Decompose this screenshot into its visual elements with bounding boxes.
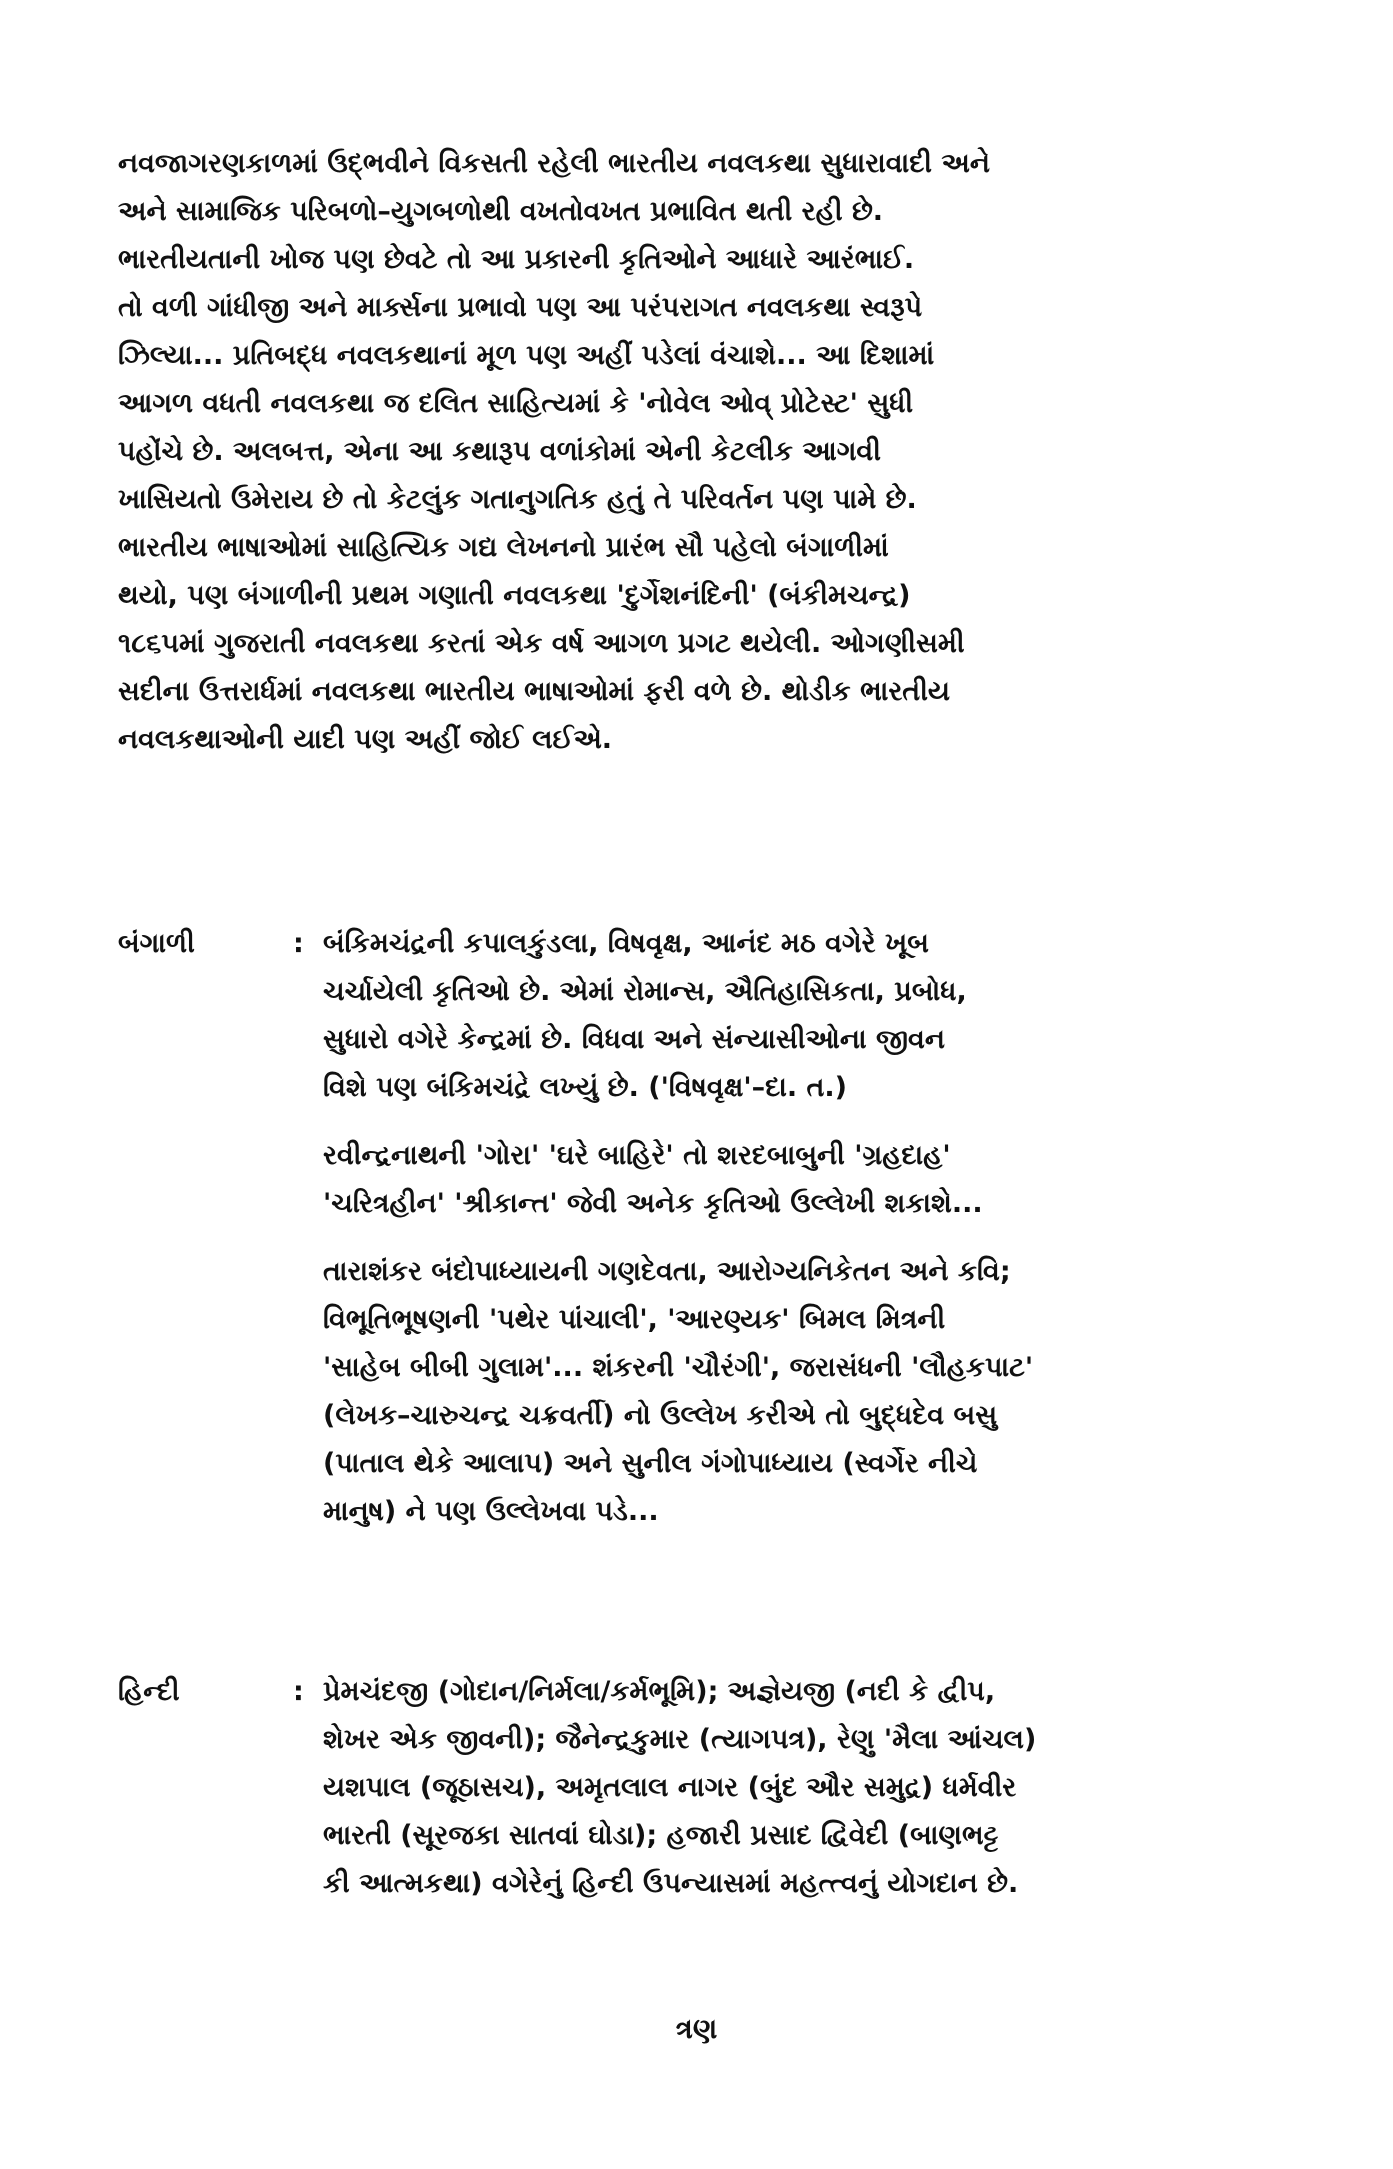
text-line: ૧૮૬૫માં ગુજરાતી નવલકથા કરતાં એક વર્ષ આગળ પ્રગટ થયેલી. ઓગણીસમી <box>118 628 965 659</box>
text-line: આગળ વધતી નવલકથા જ દલિત સાહિત્યમાં કે 'નોવેલ ઓવ્ પ્રોટેસ્ટ' સુધી <box>118 388 914 419</box>
text-line: (લેખક–ચારુચન્દ્ર ચક્રવર્તી) નો ઉલ્લેખ કરીએ તો બુદ્ધદેવ બસુ <box>323 1400 998 1431</box>
text-line: અને સામાજિક પરિબળો–યુગબળોથી વખતોવખત પ્રભાવિત થતી રહી છે. <box>118 196 884 227</box>
section-body <box>323 1668 1298 1716</box>
text-line: 'સાહેબ બીબી ગુલામ'... શંકરની 'ચૌરંગી', જરાસંધની 'લૌહકપાટ' <box>323 1352 1034 1383</box>
text-line: રવીન્દ્રનાથની 'ગોરા' 'ઘરે બાહિરે' તો શરદબાબુની 'ગ્રહદાહ' <box>323 1140 951 1171</box>
label-colon: : <box>293 928 304 959</box>
text-line: કી આત્મકથા) વગેરેનું હિન્દી ઉપન્યાસમાં મહત્ત્વનું યોગદાન છે. <box>323 1868 1019 1899</box>
text-line: ભારતીયતાની ખોજ પણ છેવટે તો આ પ્રકારની કૃતિઓને આધારે આરંભાઈ. <box>118 244 915 275</box>
paragraph <box>323 920 1298 1112</box>
text-line: શેખર એક જીવની); જૈનેન્દ્રકુમાર (ત્યાગપત્ર), રેણુ 'મૈલા આંચલ) <box>323 1724 1037 1755</box>
text-line: માનુષ) ને પણ ઉલ્લેખવા પડે... <box>323 1496 659 1527</box>
text-line: સુધારો વગેરે કેન્દ્રમાં છે. વિધવા અને સંન્યાસીઓના જીવન <box>323 1024 945 1055</box>
text-line: તારાશંકર બંદોપાધ્યાયની ગણદેવતા, આરોગ્યનિકેતન અને કવિ; <box>323 1256 1011 1287</box>
paragraph <box>323 1248 1298 1536</box>
text-line: નવલકથાઓની યાદી પણ અહીં જોઈ લઈએ. <box>118 724 613 755</box>
text-line: વિભૂતિભૂષણની 'પથેર પાંચાલી', 'આરણ્યક' બિમલ મિત્રની <box>323 1304 946 1335</box>
bengali-section <box>118 920 1298 1620</box>
text-line: ચર્ચાયેલી કૃતિઓ છે. એમાં રોમાન્સ, ઐતિહાસિકતા, પ્રબોધ, <box>323 976 967 1007</box>
text-line: પહોંચે છે. અલબત્ત, એના આ કથારૂપ વળાંકોમાં એની કેટલીક આગવી <box>118 436 881 467</box>
hindi-section <box>118 1668 1298 1928</box>
section-continuation <box>323 1716 1298 1908</box>
intro-paragraph <box>118 140 1298 764</box>
paragraph <box>323 1132 1298 1228</box>
text-line: યશપાલ (જૂઠાસચ), અમૃતલાલ નાગર (બુંદ ઔર સમુદ્ર) ધર્મવીર <box>323 1772 1017 1803</box>
text-line: વિશે પણ બંકિમચંદ્રે લખ્યું છે. ('વિષવૃક્ષ'–દા. ત.) <box>323 1072 847 1103</box>
section-body <box>323 920 1298 1556</box>
page-number: ત્રણ <box>675 2012 718 2045</box>
text-line: નવજાગરણકાળમાં ઉદ્‌ભવીને વિકસતી રહેલી ભારતીય નવલકથા સુધારાવાદી અને <box>118 148 991 179</box>
text-line: પ્રેમચંદજી (ગોદાન/નિર્મલા/કર્મભૂમિ); અજ્ઞેયજી (નદી કે દ્વીપ, <box>323 1676 996 1707</box>
text-line: સદીના ઉત્તરાર્ધમાં નવલકથા ભારતીય ભાષાઓમાં ફરી વળે છે. થોડીક ભારતીય <box>118 676 951 707</box>
text-line: ઝિલ્યા... પ્રતિબદ્ધ નવલકથાનાં મૂળ પણ અહીં પડેલાં વંચાશે... આ દિશામાં <box>118 340 935 371</box>
text-line: 'ચરિત્રહીન' 'શ્રીકાન્ત' જેવી અનેક કૃતિઓ ઉલ્લેખી શકાશે... <box>323 1188 983 1219</box>
text-line: ખાસિયતો ઉમેરાય છે તો કેટલુંક ગતાનુગતિક હતું તે પરિવર્તન પણ પામે છે. <box>118 484 917 515</box>
text-line: (પાતાલ થેકે આલાપ) અને સુનીલ ગંગોપાધ્યાય (સ્વર્ગેર નીચે <box>323 1448 978 1479</box>
text-line: ભારતી (સૂરજકા સાતવાં ઘોડા); હજારી પ્રસાદ દ્વિવેદી (બાણભટ્ટ <box>323 1820 999 1851</box>
text-line: ભારતીય ભાષાઓમાં સાહિત્યિક ગદ્ય લેખનનો પ્રારંભ સૌ પહેલો બંગાળીમાં <box>118 532 889 563</box>
text-line: તો વળી ગાંધીજી અને માર્ક્સના પ્રભાવો પણ આ પરંપરાગત નવલકથા સ્વરૂપે <box>118 292 923 323</box>
label-colon: : <box>293 1676 304 1707</box>
section-label: બંગાળી <box>118 928 195 959</box>
text-line: થયો, પણ બંગાળીની પ્રથમ ગણાતી નવલકથા 'દુર્ગેશનંદિની' (બંકીમચન્દ્ર) <box>118 580 911 611</box>
section-label: હિન્દી <box>118 1676 180 1707</box>
text-line: બંકિમચંદ્રની કપાલકુંડલા, વિષવૃક્ષ, આનંદ મઠ વગેરે ખૂબ <box>323 928 929 959</box>
